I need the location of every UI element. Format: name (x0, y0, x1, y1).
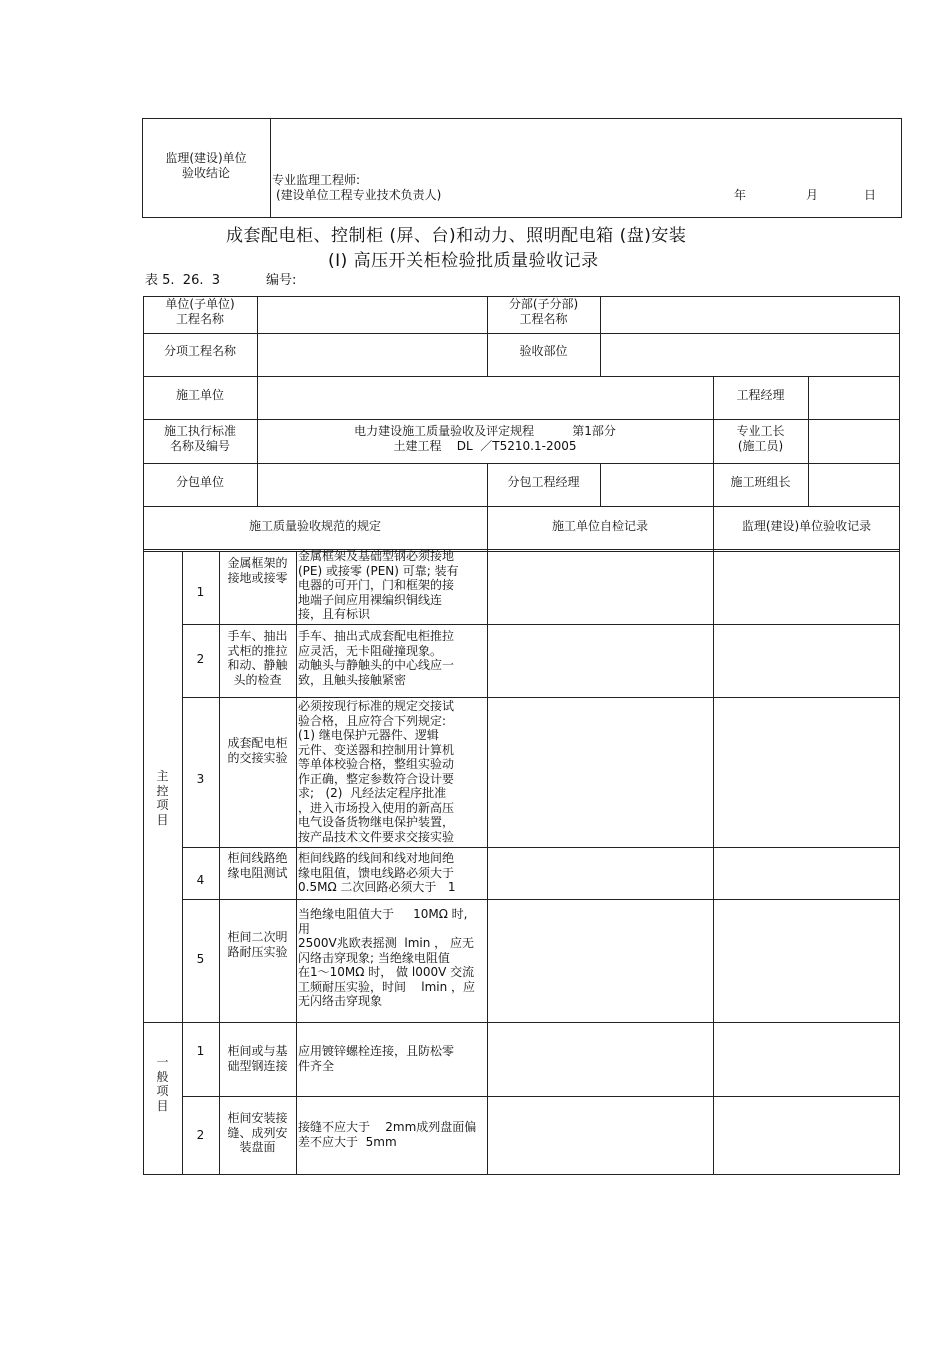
item-name: 柜间线路绝 缘电阻测试 (227, 851, 288, 880)
item-spec: 金属框架及基础型钢必须接地 (PE) 或接零 (PEN) 可靠; 装有 电器的可开门，门和框架的接 地端子间应用裸编织铜线连 接，且有标识 (298, 549, 459, 621)
item-name-label: 分项工程名称 (163, 344, 236, 358)
item-name: 柜间安装接 缝、成列安 装盘面 (227, 1111, 288, 1154)
team-leader-label: 施工班组长 (730, 475, 791, 489)
row-line (182, 697, 900, 698)
item-name: 成套配电柜 的交接实验 (227, 736, 288, 765)
day-label: 日 (864, 188, 877, 202)
item-name: 柜间二次明 路耐压实验 (227, 930, 288, 959)
sub-manager-label: 分包工程经理 (507, 475, 580, 489)
item-number: 2 (196, 652, 205, 666)
item-number: 1 (196, 585, 205, 599)
self-check-column-header: 施工单位自检记录 (551, 519, 648, 533)
page-subtitle: (I) 高压开关柜检验批质量验收记录 (328, 251, 599, 271)
supervisor-conclusion-label: 监理(建设)单位 验收结论 (165, 151, 247, 180)
item-spec: 接缝不应大于 2mm成列盘面偏 差不应大于 5mm (298, 1120, 477, 1149)
divider (270, 118, 271, 218)
supervising-engineer-label: 专业监理工程师: (272, 173, 361, 187)
col-line (257, 296, 258, 506)
item-name: 手车、抽出 式柜的推拉 和动、静触 头的检查 (227, 629, 288, 687)
serial-number-label: 编号: (266, 273, 297, 288)
responsible-person-label: (建设单位工程专业技术负责人) (276, 188, 442, 202)
item-spec: 必须按现行标准的规定交接试 验合格，且应符合下列规定: (1) 继电保护元器件、逻辑 元件、变送器和控制用计算机 等单体校验合格，整组实验动 作正确，整定参数符合设计要 求; (2) 凡经法定程序批准 ，进入市场投入使用的新高压 电气设备货物继电保护装置， 按产品技术文件要求交接实验 (298, 699, 455, 844)
main-control-group-label: 主 控 项 目 (156, 769, 169, 827)
item-name: 金属框架的 接地或接零 (227, 556, 288, 585)
row-line (182, 847, 900, 848)
month-label: 月 (806, 188, 819, 202)
item-spec: 当绝缘电阻值大于 10MΩ 时, 用 2500V兆欧表摇测 lmin ， 应无 闪络击穿现象; 当绝缘电阻值 在1～10MΩ 时， 做 l000V 交流 工频耐压实验，时间 lmin ，应 无闪络击穿现象 (298, 907, 476, 1008)
spec-column-header: 施工质量验收规范的规定 (248, 519, 381, 533)
general-group-label: 一 般 项 目 (156, 1055, 169, 1113)
col-line (296, 551, 297, 1175)
construction-unit-label: 施工单位 (175, 388, 224, 402)
item-number: 1 (196, 1044, 205, 1058)
item-number: 4 (196, 873, 205, 887)
item-number: 5 (196, 952, 205, 966)
table-number: 表 5. 26. 3 (145, 273, 221, 288)
row-line (143, 506, 900, 507)
row-line (143, 551, 900, 552)
standard-name-label: 施工执行标准 名称及编号 (163, 424, 236, 453)
row-line (182, 624, 900, 625)
item-spec: 手车、抽出式成套配电柜推拉 应灵活，无卡阻碰撞现象。 动触头与静触头的中心线应一 致，且触头接触紧密 (298, 629, 455, 687)
row-line (143, 1022, 900, 1023)
item-spec: 柜间线路的线间和线对地间绝 缘电阻值，馈电线路必须大于 0.5MΩ 二次回路必须大于 1 (298, 851, 456, 894)
col-line (182, 551, 183, 1175)
subcontractor-label: 分包单位 (175, 475, 224, 489)
row-line (143, 549, 900, 550)
col-line (713, 506, 714, 1175)
item-name: 柜间或与基 础型钢连接 (227, 1044, 288, 1073)
col-line (808, 376, 809, 463)
row-line (182, 1096, 900, 1097)
row-line (182, 899, 900, 900)
standard-value: 电力建设施工质量验收及评定规程 第1部分 土建工程 DL ／T5210.1-2005 (354, 424, 616, 453)
year-label: 年 (734, 188, 747, 202)
sub-unit-name-label: 分部(子分部) 工程名称 (508, 297, 579, 326)
col-line (487, 506, 488, 1175)
supervisor-column-header: 监理(建设)单位验收记录 (741, 519, 872, 533)
item-spec: 应用镀锌螺栓连接，且防松零 件齐全 (298, 1044, 455, 1073)
page-title: 成套配电柜、控制柜 (屏、台)和动力、照明配电箱 (盘)安装 (226, 226, 687, 246)
project-manager-label: 工程经理 (736, 388, 785, 402)
col-line (600, 296, 601, 376)
col-line (600, 463, 601, 506)
col-line (808, 463, 809, 506)
item-number: 3 (196, 772, 205, 786)
item-number: 2 (196, 1128, 205, 1142)
unit-name-label: 单位(子单位) 工程名称 (165, 297, 235, 326)
acceptance-part-label: 验收部位 (519, 344, 568, 358)
foreman-label: 专业工长 (施工员) (736, 424, 785, 453)
